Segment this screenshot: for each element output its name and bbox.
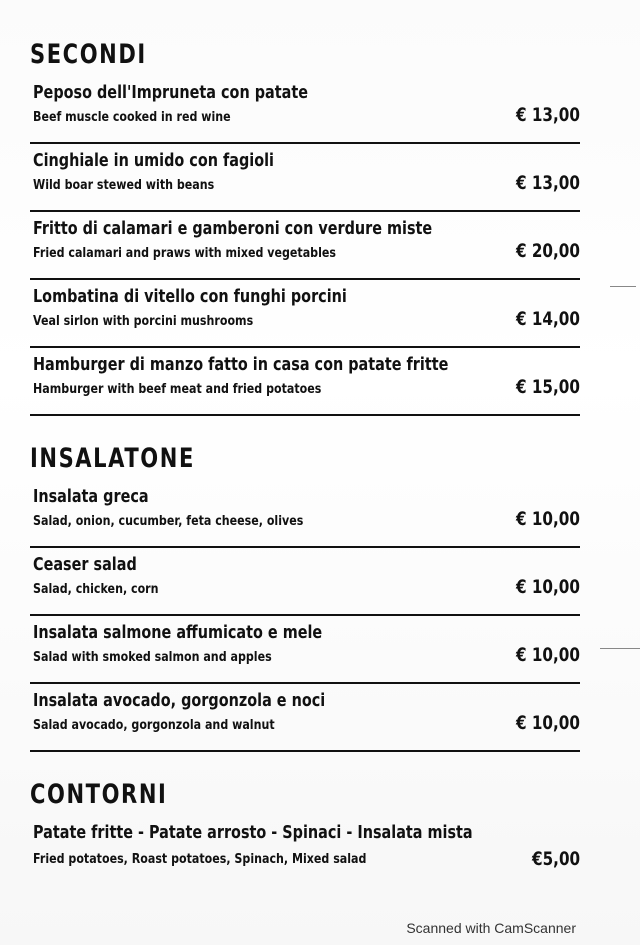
- item-description: Beef muscle cooked in red wine: [33, 109, 231, 125]
- item-name: Patate fritte - Patate arrosto - Spinaci - Insalata mista: [33, 822, 473, 843]
- menu-item: [30, 816, 580, 876]
- menu-item: [30, 144, 580, 212]
- scanner-watermark: Scanned with CamScanner: [406, 920, 576, 936]
- menu-item: [30, 684, 580, 752]
- item-description: Salad with smoked salmon and apples: [33, 649, 272, 665]
- item-description: Fried potatoes, Roast potatoes, Spinach, Mixed salad: [33, 851, 367, 867]
- item-description: Wild boar stewed with beans: [33, 177, 215, 193]
- scan-edge-mark: [610, 286, 636, 287]
- item-price: € 15,00: [516, 376, 580, 398]
- section-title: SECONDI: [30, 39, 147, 70]
- item-name: Lombatina di vitello con funghi porcini: [33, 286, 347, 307]
- item-price: € 10,00: [516, 508, 580, 530]
- item-description: Salad, chicken, corn: [33, 581, 159, 597]
- item-price: € 13,00: [516, 104, 580, 126]
- item-name: Cinghiale in umido con fagioli: [33, 150, 274, 171]
- item-name: Insalata avocado, gorgonzola e noci: [33, 690, 326, 711]
- menu-item: [30, 480, 580, 548]
- menu-item: [30, 348, 580, 416]
- item-name: Fritto di calamari e gamberoni con verdure miste: [33, 218, 433, 239]
- item-description: Hamburger with beef meat and fried potatoes: [33, 381, 322, 397]
- menu-item: [30, 616, 580, 684]
- item-price: € 10,00: [516, 644, 580, 666]
- item-description: Salad, onion, cucumber, feta cheese, olives: [33, 513, 304, 529]
- item-price: € 20,00: [516, 240, 580, 262]
- item-price: € 13,00: [516, 172, 580, 194]
- menu-item: [30, 76, 580, 144]
- section-title: CONTORNI: [30, 779, 168, 810]
- menu-item: [30, 212, 580, 280]
- item-description: Fried calamari and praws with mixed vegetables: [33, 245, 337, 261]
- item-price: € 10,00: [516, 576, 580, 598]
- item-name: Insalata greca: [33, 486, 149, 507]
- section-secondi: [30, 40, 580, 416]
- item-price: € 14,00: [516, 308, 580, 330]
- item-description: Salad avocado, gorgonzola and walnut: [33, 717, 275, 733]
- item-price: €5,00: [531, 848, 580, 870]
- item-price: € 10,00: [516, 712, 580, 734]
- section-contorni: [30, 780, 580, 876]
- item-description: Veal sirlon with porcini mushrooms: [33, 313, 254, 329]
- section-title: INSALATONE: [30, 443, 195, 474]
- scan-edge-mark: [600, 648, 640, 649]
- menu-item: [30, 280, 580, 348]
- menu-item: [30, 548, 580, 616]
- item-name: Hamburger di manzo fatto in casa con patate fritte: [33, 354, 449, 375]
- section-insalatone: [30, 444, 580, 752]
- item-name: Peposo dell'Impruneta con patate: [33, 82, 308, 103]
- item-name: Insalata salmone affumicato e mele: [33, 622, 323, 643]
- item-name: Ceaser salad: [33, 554, 137, 575]
